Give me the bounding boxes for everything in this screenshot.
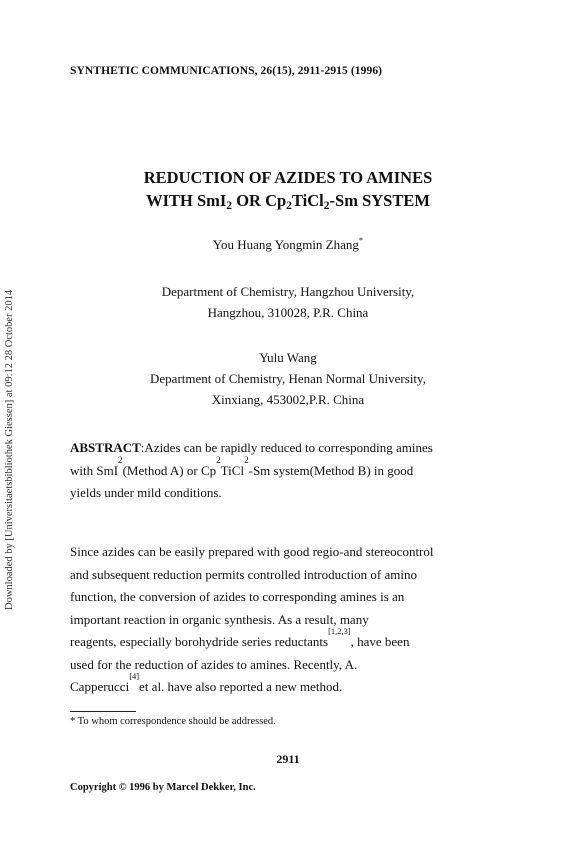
body-line2: and subsequent reduction permits controlled introduction of amino [70,566,417,582]
body-line6: used for the reduction of azides to amines. Recently, A. [70,656,358,672]
abstract-line2: with SmI 2 (Method A) or Cp 2 TiCl 2 -Sm system(Method B) in good [70,454,414,478]
footnote: * To whom correspondence should be addressed. [70,716,276,727]
affiliation1-line1: Department of Chemistry, Hangzhou University, [161,284,415,299]
body-line4: important reaction in organic synthesis. As a result, many [70,611,369,627]
abstract-line1: ABSTRACT :Azides can be rapidly reduced to corresponding amines [70,437,506,460]
body-line7: Capperucci [4] et al. have also reported a new method. [70,671,343,694]
body-line1: Since azides can be easily prepared with good regio-and stereocontrol [70,544,434,559]
paper-title-line1: REDUCTION OF AZIDES TO AMINES [143,168,433,187]
page-number: 2911 [276,752,300,766]
affiliation1-line2: Hangzhou, 310028, P.R. China [207,305,369,320]
corresponding-author-mark: * [358,235,364,245]
authors-line: You Huang Yongmin Zhang* [212,235,364,252]
copyright-notice: Copyright © 1996 by Marcel Dekker, Inc. [70,782,256,793]
author2-line: Yulu Wang [259,350,317,365]
abstract-line3: yields under mild conditions. [70,485,222,500]
body-paragraph [70,541,506,699]
download-watermark: Downloaded by [Universitaetsbibliothek Giessen] at 09:12 28 October 2014 [4,289,15,611]
journal-header: SYNTHETIC COMMUNICATIONS, 26(15), 2911-2915 (1996) [70,65,383,77]
footnote-divider [70,711,136,712]
paper-title-line2: WITH SmI$_2$ OR $Cp_2TiCl_2-Sm$ SYSTEM [146,191,430,212]
body-line3: function, the conversion of azides to corresponding amines is an [70,589,405,604]
body-line5: reagents, especially borohydride series reductants [1,2,3] , have been [70,626,410,649]
abstract [70,437,506,505]
affiliation2-line2: Xinxiang, 453002,P.R. China [211,392,365,407]
abstract-label: ABSTRACT [70,440,141,455]
affiliation2-line1: Department of Chemistry, Henan Normal University, [150,371,426,386]
